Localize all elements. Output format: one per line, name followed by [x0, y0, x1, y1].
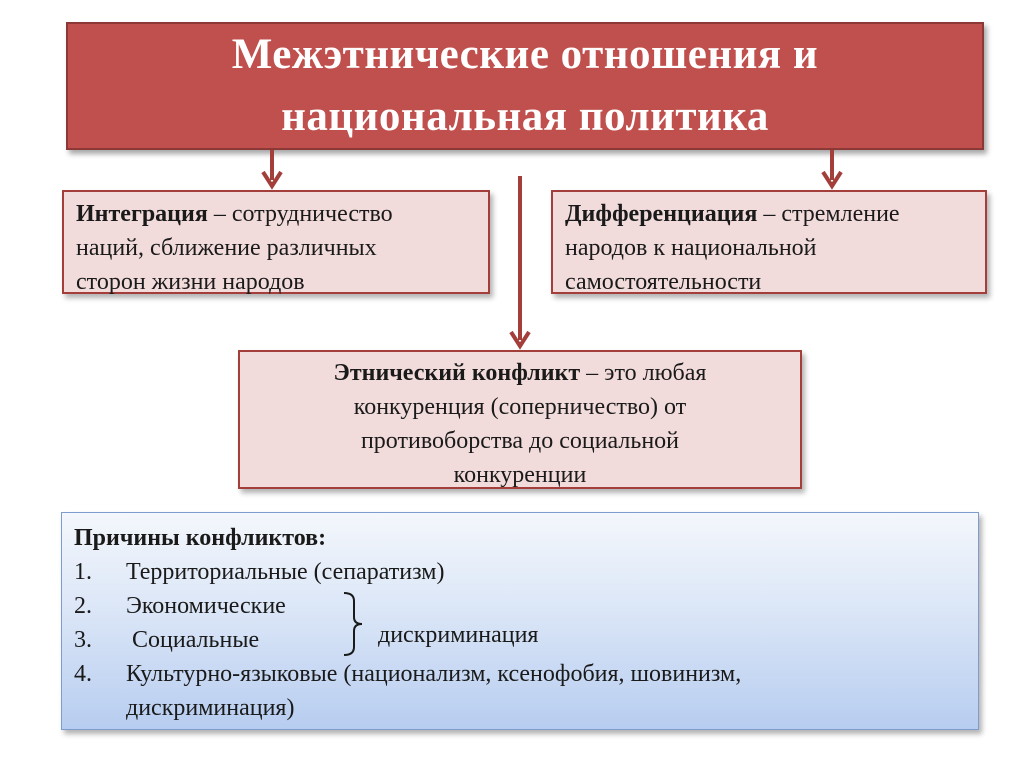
diagram-title — [232, 24, 818, 148]
cause-cultural-linguistic-continued: дискриминация) — [126, 695, 295, 721]
conflict-line-3: противоборства до социальной — [360, 428, 680, 454]
cause-number: 4. — [74, 661, 92, 687]
integration-definition-start: – сотрудничество — [207, 201, 393, 227]
cause-number: 1. — [74, 559, 92, 585]
integration-term: Интеграция — [76, 201, 208, 227]
arrow-to-integration — [263, 150, 281, 186]
differentiation-line-3: самостоятельности — [565, 269, 762, 295]
title-line-2: национальная политика — [281, 93, 769, 140]
differentiation-term: Дифференциация — [565, 201, 758, 227]
causes-title: Причины конфликтов: — [74, 525, 327, 551]
integration-box — [62, 190, 490, 294]
differentiation-line-1 — [565, 197, 973, 231]
integration-line-2: наций, сближение различных — [76, 235, 377, 261]
conflict-line-1 — [254, 356, 786, 390]
differentiation-line-2: народов к национальной — [565, 235, 817, 261]
title-box — [66, 22, 984, 150]
arrow-to-differentiation — [823, 150, 841, 186]
differentiation-box — [551, 190, 987, 294]
integration-line-1 — [76, 197, 476, 231]
conflict-line-2: конкуренция (соперничество) от — [353, 394, 687, 420]
cause-social: Социальные — [126, 627, 260, 653]
bracket-label-discrimination: дискриминация — [378, 622, 539, 648]
conflict-line-4: конкуренции — [453, 462, 587, 488]
conflict-definition-start: – это любая — [580, 360, 707, 386]
causes-box — [61, 512, 979, 730]
conflict-box — [238, 350, 802, 489]
curly-bracket-icon — [340, 591, 366, 657]
title-line-1: Межэтнические отношения и — [231, 31, 819, 78]
cause-economic: Экономические — [126, 593, 286, 619]
cause-territorial: Территориальные (сепаратизм) — [126, 559, 445, 585]
cause-number: 2. — [74, 593, 92, 619]
arrow-to-conflict — [511, 176, 529, 346]
conflict-term: Этнический конфликт — [333, 360, 581, 386]
cause-cultural-linguistic: Культурно-языковые (национализм, ксенофобия, шовинизм, — [126, 661, 742, 687]
integration-line-3: сторон жизни народов — [76, 269, 305, 295]
cause-number: 3. — [74, 627, 92, 653]
differentiation-definition-start: – стремление — [757, 201, 900, 227]
